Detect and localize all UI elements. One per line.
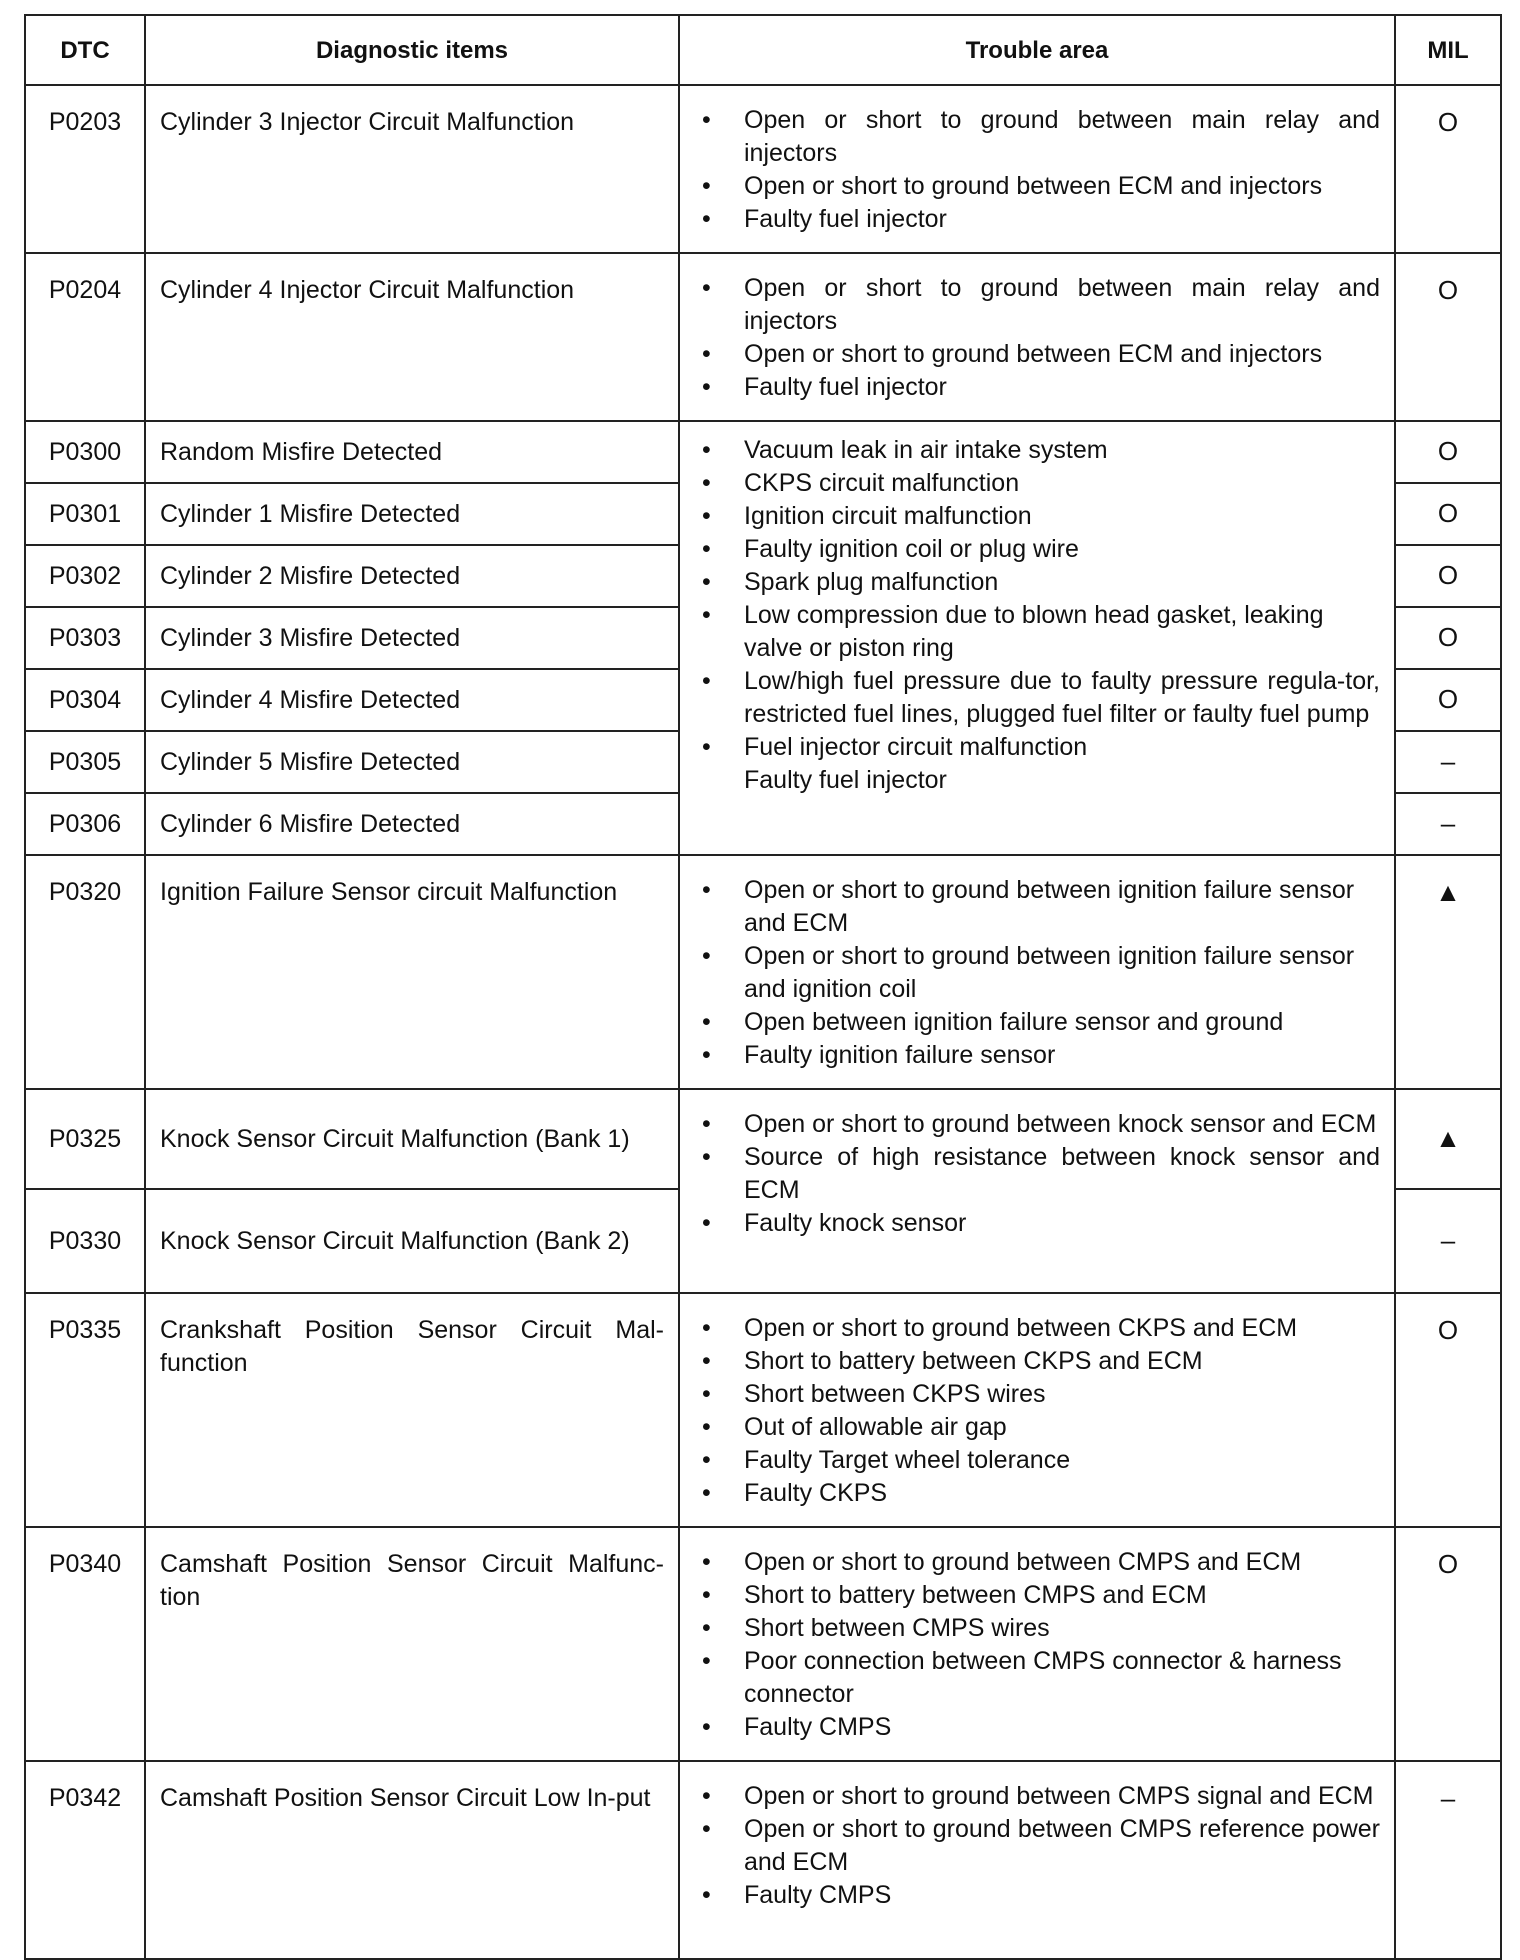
header-row [25,15,1501,85]
trouble-area [679,85,1395,253]
trouble-item: • Low/high fuel pressure due to faulty pressure regula-tor, restricted fuel lines, plugged fuel filter or faulty fuel pump [694,665,1380,731]
trouble-item: • Faulty fuel injector [694,203,1380,236]
trouble-item: • Faulty ignition failure sensor [694,1039,1380,1072]
trouble-item: • Open between ignition failure sensor and ground [694,1006,1380,1039]
trouble-item: • Short between CKPS wires [694,1378,1380,1411]
diagnostic-item: Knock Sensor Circuit Malfunction (Bank 1) [145,1089,679,1189]
trouble-item: • Open or short to ground between CMPS reference power and ECM [694,1813,1380,1879]
dtc-code: P0300 [25,421,145,483]
mil-indicator [1395,253,1501,421]
mil-indicator [1395,483,1501,545]
diagnostic-item: Cylinder 3 Misfire Detected [145,607,679,669]
trouble-item: • Faulty CKPS [694,1477,1380,1510]
trouble-item: • Open or short to ground between main relay and injectors [694,272,1380,338]
dtc-table [24,14,1502,1960]
header-mil: MIL [1395,15,1501,85]
mil-indicator [1395,421,1501,483]
diagnostic-item: Random Misfire Detected [145,421,679,483]
mil-symbol: O [1437,498,1459,528]
mil-symbol: O [1437,1315,1459,1345]
diagnostic-item: Crankshaft Position Sensor Circuit Mal-function [145,1293,679,1527]
mil-indicator [1395,669,1501,731]
dtc-code: P0305 [25,731,145,793]
mil-symbol: O [1437,684,1459,714]
trouble-item: • Short to battery between CKPS and ECM [694,1345,1380,1378]
mil-indicator [1395,1527,1501,1761]
trouble-item: • Fuel injector circuit malfunction [694,731,1380,764]
mil-symbol: – [1440,746,1456,776]
trouble-item: • Poor connection between CMPS connector & harness connector [694,1645,1380,1711]
trouble-item: • Source of high resistance between knock sensor and ECM [694,1141,1380,1207]
mil-symbol: O [1437,275,1459,305]
diagnostic-item: Knock Sensor Circuit Malfunction (Bank 2) [145,1189,679,1293]
trouble-item: • Open or short to ground between ECM and injectors [694,338,1380,371]
trouble-area [679,253,1395,421]
trouble-item: • Spark plug malfunction [694,566,1380,599]
trouble-item: • Open or short to ground between ignition failure sensor and ECM [694,874,1380,940]
diagnostic-item: Ignition Failure Sensor circuit Malfunction [145,855,679,1089]
mil-symbol: ▲ [1435,1123,1461,1153]
mil-symbol: O [1437,560,1459,590]
trouble-area [679,1293,1395,1527]
trouble-item: • Open or short to ground between CKPS and ECM [694,1312,1380,1345]
trouble-area [679,855,1395,1089]
trouble-item: • Ignition circuit malfunction [694,500,1380,533]
trouble-area [679,1761,1395,1959]
table-row [25,1761,1501,1959]
table-row [25,1089,1501,1189]
dtc-code: P0325 [25,1089,145,1189]
trouble-item: • Open or short to ground between CMPS and ECM [694,1546,1380,1579]
trouble-item: • Open or short to ground between knock sensor and ECM [694,1108,1380,1141]
mil-symbol: O [1437,1549,1459,1579]
mil-symbol: ▲ [1435,877,1461,907]
trouble-item: • Vacuum leak in air intake system [694,434,1380,467]
diagnostic-item: Cylinder 6 Misfire Detected [145,793,679,855]
trouble-item: • Short between CMPS wires [694,1612,1380,1645]
trouble-item: • Faulty fuel injector [694,371,1380,404]
table-row [25,253,1501,421]
trouble-item: • Faulty CMPS [694,1711,1380,1744]
dtc-code: P0302 [25,545,145,607]
mil-indicator [1395,85,1501,253]
table-row [25,85,1501,253]
dtc-code: P0204 [25,253,145,421]
mil-indicator [1395,1293,1501,1527]
header-diagnostic-items: Diagnostic items [145,15,679,85]
dtc-code: P0306 [25,793,145,855]
mil-indicator [1395,1189,1501,1293]
trouble-item: • Faulty CMPS [694,1879,1380,1912]
dtc-code: P0304 [25,669,145,731]
trouble-item: • Short to battery between CMPS and ECM [694,1579,1380,1612]
trouble-item: • Open or short to ground between CMPS signal and ECM [694,1780,1380,1813]
mil-indicator [1395,607,1501,669]
table-row [25,421,1501,483]
trouble-item: • Open or short to ground between ignition failure sensor and ignition coil [694,940,1380,1006]
header-dtc: DTC [25,15,145,85]
mil-symbol: – [1440,808,1456,838]
table-row [25,1527,1501,1761]
trouble-item: • Low compression due to blown head gasket, leaking valve or piston ring [694,599,1380,665]
diagnostic-item: Camshaft Position Sensor Circuit Malfunc-tion [145,1527,679,1761]
diagnostic-item: Camshaft Position Sensor Circuit Low In-put [145,1761,679,1959]
trouble-item: • Faulty Target wheel tolerance [694,1444,1380,1477]
dtc-code: P0342 [25,1761,145,1959]
mil-indicator [1395,1089,1501,1189]
mil-symbol: – [1440,1225,1456,1255]
header-trouble-area: Trouble area [679,15,1395,85]
dtc-code: P0340 [25,1527,145,1761]
trouble-area [679,1527,1395,1761]
dtc-code: P0320 [25,855,145,1089]
mil-indicator [1395,1761,1501,1959]
mil-symbol: O [1437,622,1459,652]
diagnostic-item: Cylinder 1 Misfire Detected [145,483,679,545]
mil-symbol: O [1437,436,1459,466]
mil-symbol: O [1437,107,1459,137]
dtc-code: P0330 [25,1189,145,1293]
mil-indicator [1395,545,1501,607]
mil-indicator [1395,855,1501,1089]
table-row [25,1293,1501,1527]
mil-indicator [1395,731,1501,793]
trouble-item: • Open or short to ground between main relay and injectors [694,104,1380,170]
diagnostic-item: Cylinder 4 Injector Circuit Malfunction [145,253,679,421]
trouble-item: • CKPS circuit malfunction [694,467,1380,500]
trouble-area [679,421,1395,855]
trouble-item: • Faulty ignition coil or plug wire [694,533,1380,566]
diagnostic-item: Cylinder 4 Misfire Detected [145,669,679,731]
dtc-code: P0303 [25,607,145,669]
diagnostic-item: Cylinder 2 Misfire Detected [145,545,679,607]
diagnostic-item: Cylinder 3 Injector Circuit Malfunction [145,85,679,253]
mil-indicator [1395,793,1501,855]
table-row [25,855,1501,1089]
diagnostic-item: Cylinder 5 Misfire Detected [145,731,679,793]
dtc-code: P0335 [25,1293,145,1527]
trouble-item: • Open or short to ground between ECM and injectors [694,170,1380,203]
dtc-code: P0301 [25,483,145,545]
trouble-item: • Out of allowable air gap [694,1411,1380,1444]
trouble-area [679,1089,1395,1293]
dtc-code: P0203 [25,85,145,253]
trouble-item: • Faulty knock sensor [694,1207,1380,1240]
trouble-item: Faulty fuel injector [744,766,947,794]
mil-symbol: – [1440,1783,1456,1813]
